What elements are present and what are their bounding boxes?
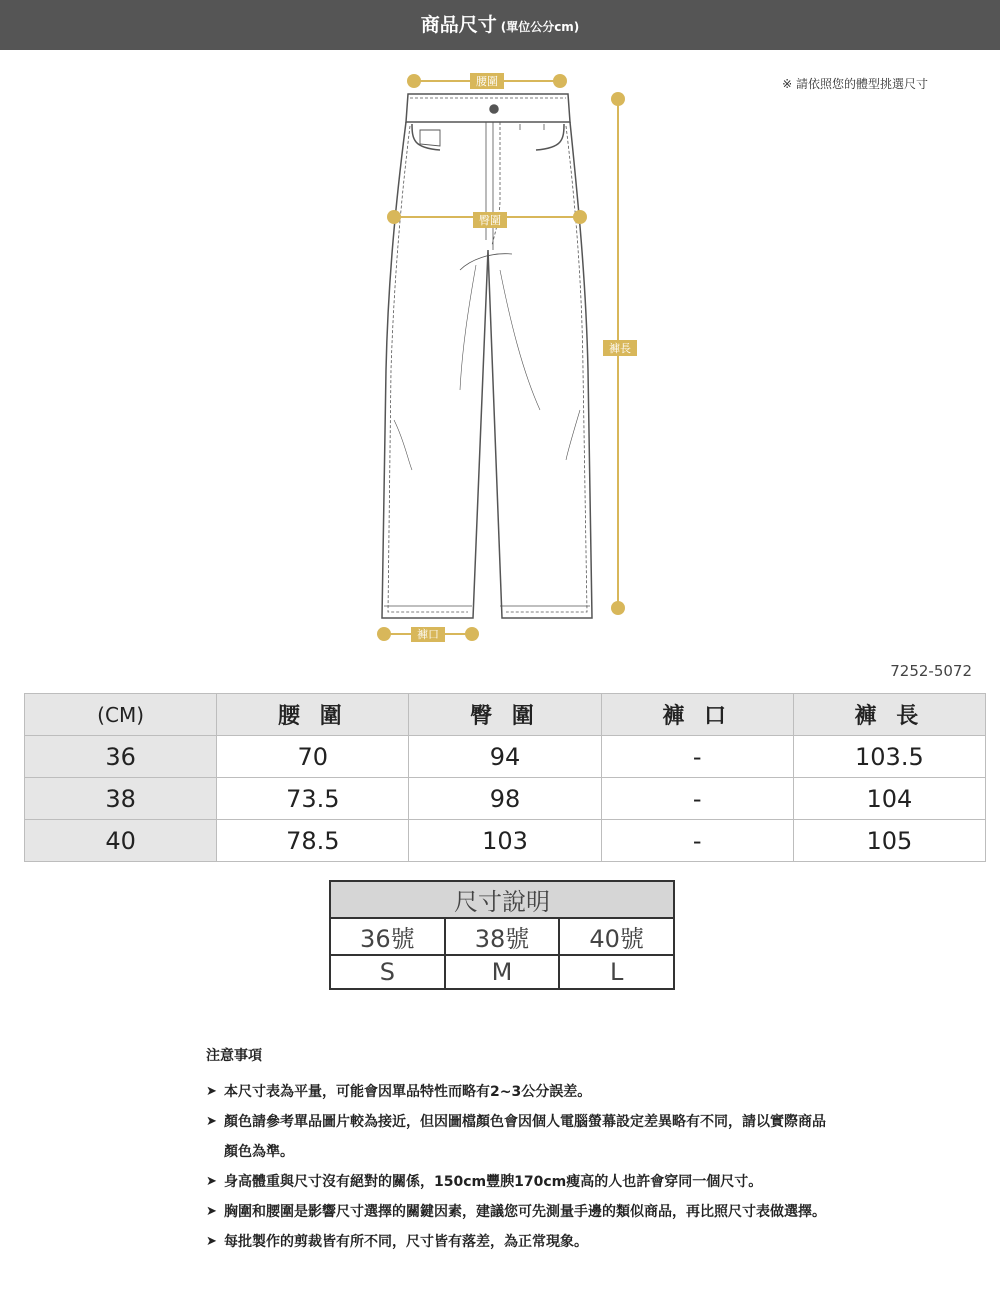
size-guide-caption-row [330, 881, 674, 918]
size-guide-caption: 尺寸說明 [330, 881, 674, 918]
table-header-cell: 褲 口 [601, 694, 793, 736]
size-guide-cell: 38號 [445, 918, 560, 955]
hip-label: 臀圍 [479, 214, 501, 227]
table-header-cell: 腰 圍 [217, 694, 409, 736]
size-guide-cell: 36號 [330, 918, 445, 955]
header-bar [0, 0, 1000, 50]
size-guide-cell: S [330, 955, 445, 989]
note-text: 本尺寸表為平量，可能會因單品特性而略有2~3公分誤差。 [224, 1084, 592, 1100]
list-item [206, 1197, 826, 1227]
size-advice-note: ※ 請依照您的體型挑選尺寸 [782, 77, 928, 91]
waist-measure-line [407, 73, 567, 89]
table-cell: 78.5 [217, 820, 409, 862]
table-header-cell: (CM) [25, 694, 217, 736]
note-text: 每批製作的剪裁皆有所不同，尺寸皆有落差，為正常現象。 [224, 1234, 588, 1250]
table-cell: 103.5 [793, 736, 985, 778]
length-measure-line [603, 92, 637, 615]
size-guide-cell: M [445, 955, 560, 989]
note-text: 身高體重與尺寸沒有絕對的關係，150cm豐腴170cm瘦高的人也許會穿同一個尺寸。 [224, 1174, 763, 1190]
size-guide-letters-row [330, 955, 674, 989]
page-title: 商品尺寸 [420, 14, 497, 36]
list-item [206, 1077, 826, 1107]
note-text: 顏色請參考單品圖片較為接近，但因圖檔顏色會因個人電腦螢幕設定差異略有不同，請以實際商品顏色為準。 [224, 1114, 826, 1160]
length-label: 褲長 [609, 342, 631, 355]
product-code: 7252-5072 [890, 662, 972, 680]
table-cell: 36 [25, 736, 217, 778]
table-cell: 38 [25, 778, 217, 820]
arrow-icon: ➤ [206, 1084, 217, 1099]
table-cell: - [601, 736, 793, 778]
list-item [206, 1107, 826, 1167]
table-cell: 105 [793, 820, 985, 862]
hem-label: 褲口 [417, 628, 439, 641]
table-cell: - [601, 778, 793, 820]
hip-measure-line [387, 210, 587, 228]
table-header-row [25, 694, 986, 736]
size-guide-table [329, 880, 675, 990]
table-row [25, 778, 986, 820]
table-row [25, 736, 986, 778]
arrow-icon: ➤ [206, 1114, 217, 1129]
table-cell: 70 [217, 736, 409, 778]
arrow-icon: ➤ [206, 1234, 217, 1249]
size-guide-cell: 40號 [559, 918, 674, 955]
table-cell: 94 [409, 736, 601, 778]
list-item [206, 1227, 826, 1257]
page-subtitle: (單位公分cm) [500, 20, 580, 34]
pants-measurement-diagram [0, 50, 1000, 660]
size-guide-cell: L [559, 955, 674, 989]
table-header-cell: 褲 長 [793, 694, 985, 736]
note-text: 胸圍和腰圍是影響尺寸選擇的關鍵因素，建議您可先測量手邊的類似商品，再比照尺寸表做選擇。 [224, 1204, 826, 1220]
size-table [24, 693, 986, 862]
list-item [206, 1167, 826, 1197]
table-header-cell: 臀 圍 [409, 694, 601, 736]
table-cell: 73.5 [217, 778, 409, 820]
arrow-icon: ➤ [206, 1174, 217, 1189]
notes-section [206, 1046, 826, 1257]
table-cell: 98 [409, 778, 601, 820]
table-cell: 104 [793, 778, 985, 820]
hem-measure-line [377, 627, 479, 642]
table-cell: 40 [25, 820, 217, 862]
pants-illustration [382, 94, 592, 618]
notes-title: 注意事項 [206, 1048, 262, 1064]
waist-label: 腰圍 [476, 75, 498, 88]
table-row [25, 820, 986, 862]
size-guide-numbers-row [330, 918, 674, 955]
arrow-icon: ➤ [206, 1204, 217, 1219]
table-cell: 103 [409, 820, 601, 862]
table-cell: - [601, 820, 793, 862]
